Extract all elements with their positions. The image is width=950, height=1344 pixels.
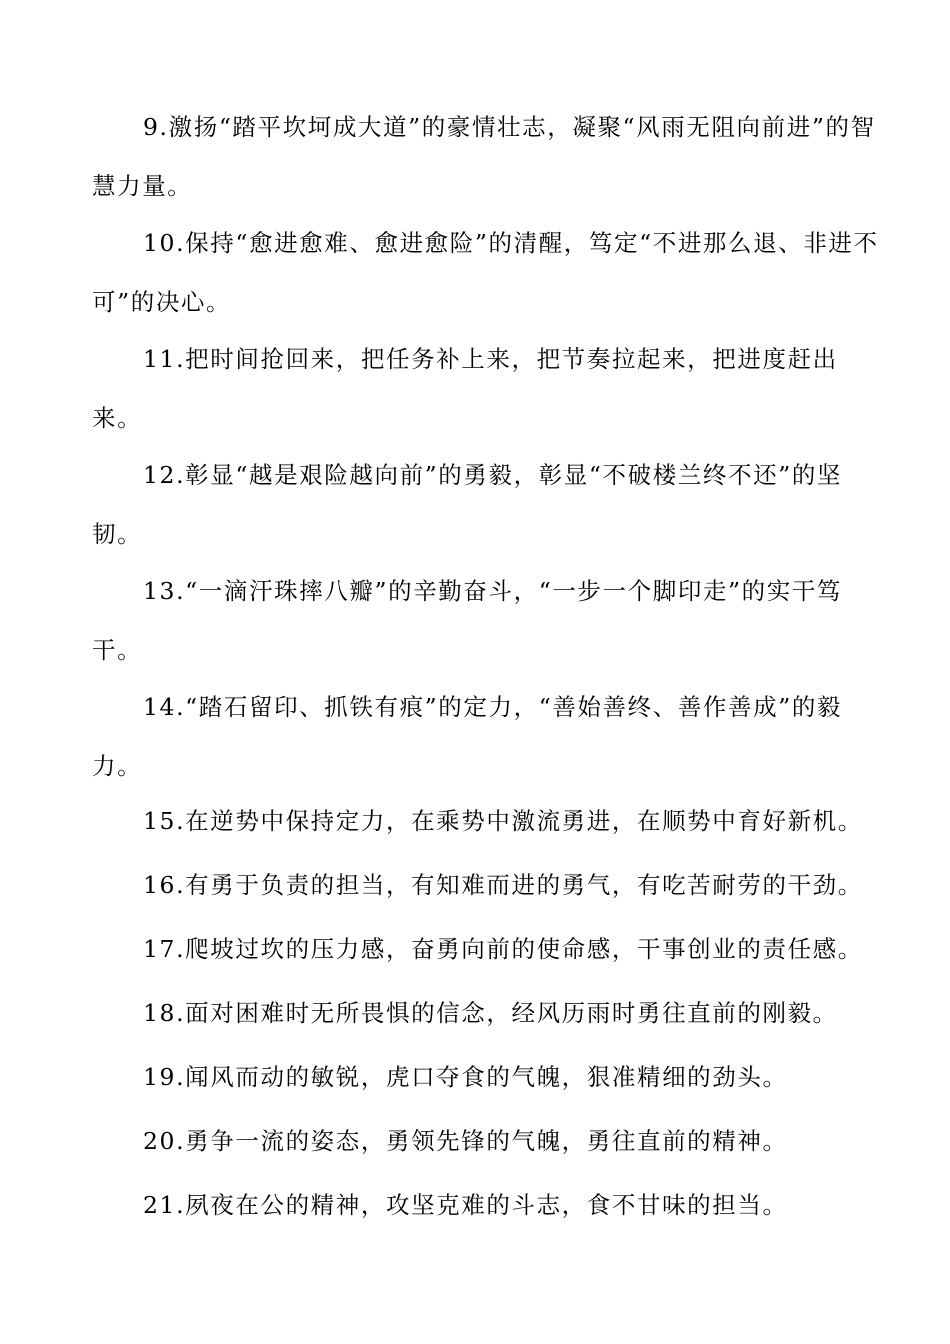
paragraph-16: 16.有勇于负责的担当，有知难而进的勇气，有吃苦耐劳的干劲。 xyxy=(143,871,863,899)
paragraph-15: 15.在逆势中保持定力，在乘势中激流勇进，在顺势中育好新机。 xyxy=(143,807,863,835)
paragraph-10: 10.保持“愈进愈难、愈进愈险”的清醒，笃定“不进那么退、非进不可”的决心。 xyxy=(92,229,879,316)
paragraph-18: 18.面对困难时无所畏惧的信念，经风历雨时勇往直前的刚毅。 xyxy=(143,999,838,1027)
paragraph-11: 11.把时间抢回来，把任务补上来，把节奏拉起来，把进度赶出来。 xyxy=(92,345,838,432)
paragraph-21: 21.夙夜在公的精神，攻坚克难的斗志，食不甘味的担当。 xyxy=(143,1191,788,1219)
paragraph-14: 14.“踏石留印、抓铁有痕”的定力，“善始善终、善作善成”的毅力。 xyxy=(92,693,843,780)
paragraph-12: 12.彰显“越是艰险越向前”的勇毅，彰显“不破楼兰终不还”的坚韧。 xyxy=(92,461,843,548)
paragraph-13: 13.“一滴汗珠摔八瓣”的辛勤奋斗，“一步一个脚印走”的实干笃干。 xyxy=(92,577,843,664)
paragraph-17: 17.爬坡过坎的压力感，奋勇向前的使命感，干事创业的责任感。 xyxy=(143,935,863,963)
paragraph-19: 19.闻风而动的敏锐，虎口夺食的气魄，狠准精细的劲头。 xyxy=(143,1063,788,1091)
paragraph-20: 20.勇争一流的姿态，勇领先锋的气魄，勇往直前的精神。 xyxy=(143,1127,788,1155)
paragraph-9: 9.激扬“踏平坎坷成大道”的豪情壮志，凝聚“风雨无阻向前进”的智慧力量。 xyxy=(92,113,876,200)
